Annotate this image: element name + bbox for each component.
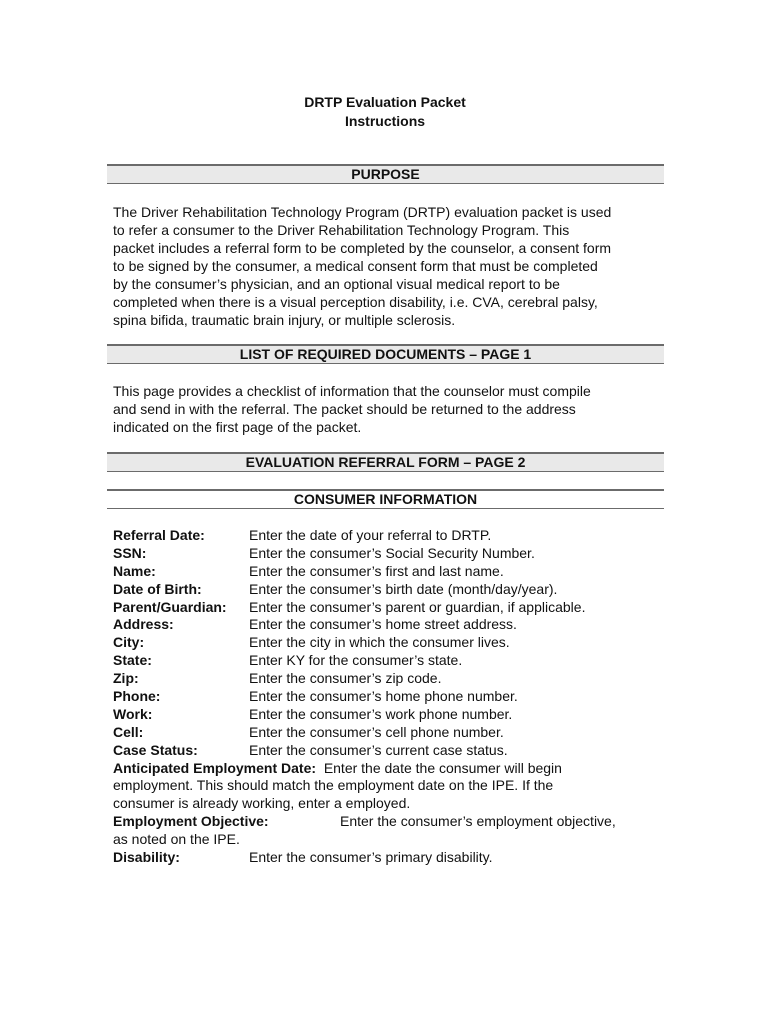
anticipated-employment-desc-2: employment. This should match the employment date on the IPE. If the [113,777,554,794]
disability-desc: Enter the consumer’s primary disability. [249,849,493,866]
referral-form-heading: EVALUATION REFERRAL FORM – PAGE 2 [107,452,664,472]
field-row [113,706,673,724]
purpose-line: completed when there is a visual perception disability, i.e. CVA, cerebral palsy, [113,294,598,310]
field-row [113,634,673,652]
document-title: DRTP Evaluation Packet [304,94,466,110]
purpose-line: The Driver Rehabilitation Technology Program (DRTP) evaluation packet is used [113,204,612,220]
field-label: Parent/Guardian: [113,598,227,615]
field-description: Enter the consumer’s current case status. [249,741,508,758]
required-documents-line: This page provides a checklist of information that the counselor must compile [113,383,591,399]
field-description: Enter the consumer’s Social Security Number. [249,544,535,561]
field-label: Zip: [113,670,139,687]
field-row [113,670,673,688]
field-description: Enter the consumer’s first and last name. [249,562,504,579]
field-row [113,563,673,581]
purpose-line: to be signed by the consumer, a medical consent form that must be completed [113,258,598,274]
purpose-heading: PURPOSE [107,164,664,184]
field-row [113,616,673,634]
field-description: Enter the consumer’s cell phone number. [249,723,504,740]
employment-objective-desc-1: Enter the consumer’s employment objective, [340,813,616,830]
field-label: Address: [113,616,174,633]
disability-label: Disability: [113,849,180,866]
field-description: Enter the consumer’s work phone number. [249,705,513,722]
anticipated-employment-desc-1: Enter the date the consumer will begin [323,759,562,776]
field-row [113,545,673,563]
employment-objective-desc-2: as noted on the IPE. [113,831,240,848]
field-label: State: [113,652,152,669]
purpose-line: packet includes a referral form to be completed by the counselor, a consent form [113,240,612,256]
document-subtitle: Instructions [344,113,426,129]
anticipated-employment-desc-row [113,795,673,813]
employment-objective-row [113,813,673,831]
field-label: SSN: [113,544,147,561]
disability-row [113,849,673,867]
field-row [113,527,673,545]
employment-objective-desc-row [113,831,673,849]
field-label: Name: [113,562,156,579]
anticipated-employment-desc-row [113,777,673,795]
required-documents-line: indicated on the first page of the packet. [113,419,362,435]
field-label: Work: [113,705,153,722]
field-description: Enter the consumer’s parent or guardian, if applicable. [249,598,586,615]
field-description: Enter the consumer’s zip code. [249,670,442,687]
consumer-information-heading: CONSUMER INFORMATION [107,489,664,509]
employment-objective-label: Employment Objective: [113,813,269,830]
consumer-fields-list [113,527,673,867]
field-description: Enter the consumer’s home phone number. [249,688,518,705]
field-row [113,652,673,670]
field-description: Enter the city in which the consumer lives. [249,634,510,651]
purpose-line: spina bifida, traumatic brain injury, or multiple sclerosis. [113,312,456,328]
purpose-line: by the consumer’s physician, and an optional visual medical report to be [113,276,560,292]
field-row [113,724,673,742]
field-row [113,581,673,599]
field-description: Enter the consumer’s birth date (month/day/year). [249,580,558,597]
field-description: Enter the consumer’s home street address. [249,616,517,633]
field-label: Referral Date: [113,527,205,543]
field-label: Date of Birth: [113,580,202,597]
required-documents-heading: LIST OF REQUIRED DOCUMENTS – PAGE 1 [107,344,664,364]
field-row [113,742,673,760]
field-description: Enter the date of your referral to DRTP. [249,527,492,543]
anticipated-employment-label: Anticipated Employment Date: [113,759,317,776]
field-description: Enter KY for the consumer’s state. [249,652,463,669]
purpose-paragraph [113,203,673,329]
anticipated-employment-desc-3: consumer is already working, enter a employed. [113,795,411,812]
field-label: Cell: [113,723,144,740]
anticipated-employment-row [113,760,673,778]
field-label: City: [113,634,145,651]
field-row [113,688,673,706]
field-label: Case Status: [113,741,198,758]
field-row [113,599,673,617]
purpose-line: to refer a consumer to the Driver Rehabilitation Technology Program. This [113,222,570,238]
required-documents-line: and send in with the referral. The packet should be returned to the address [113,401,576,417]
field-label: Phone: [113,688,161,705]
required-documents-paragraph [113,382,673,436]
